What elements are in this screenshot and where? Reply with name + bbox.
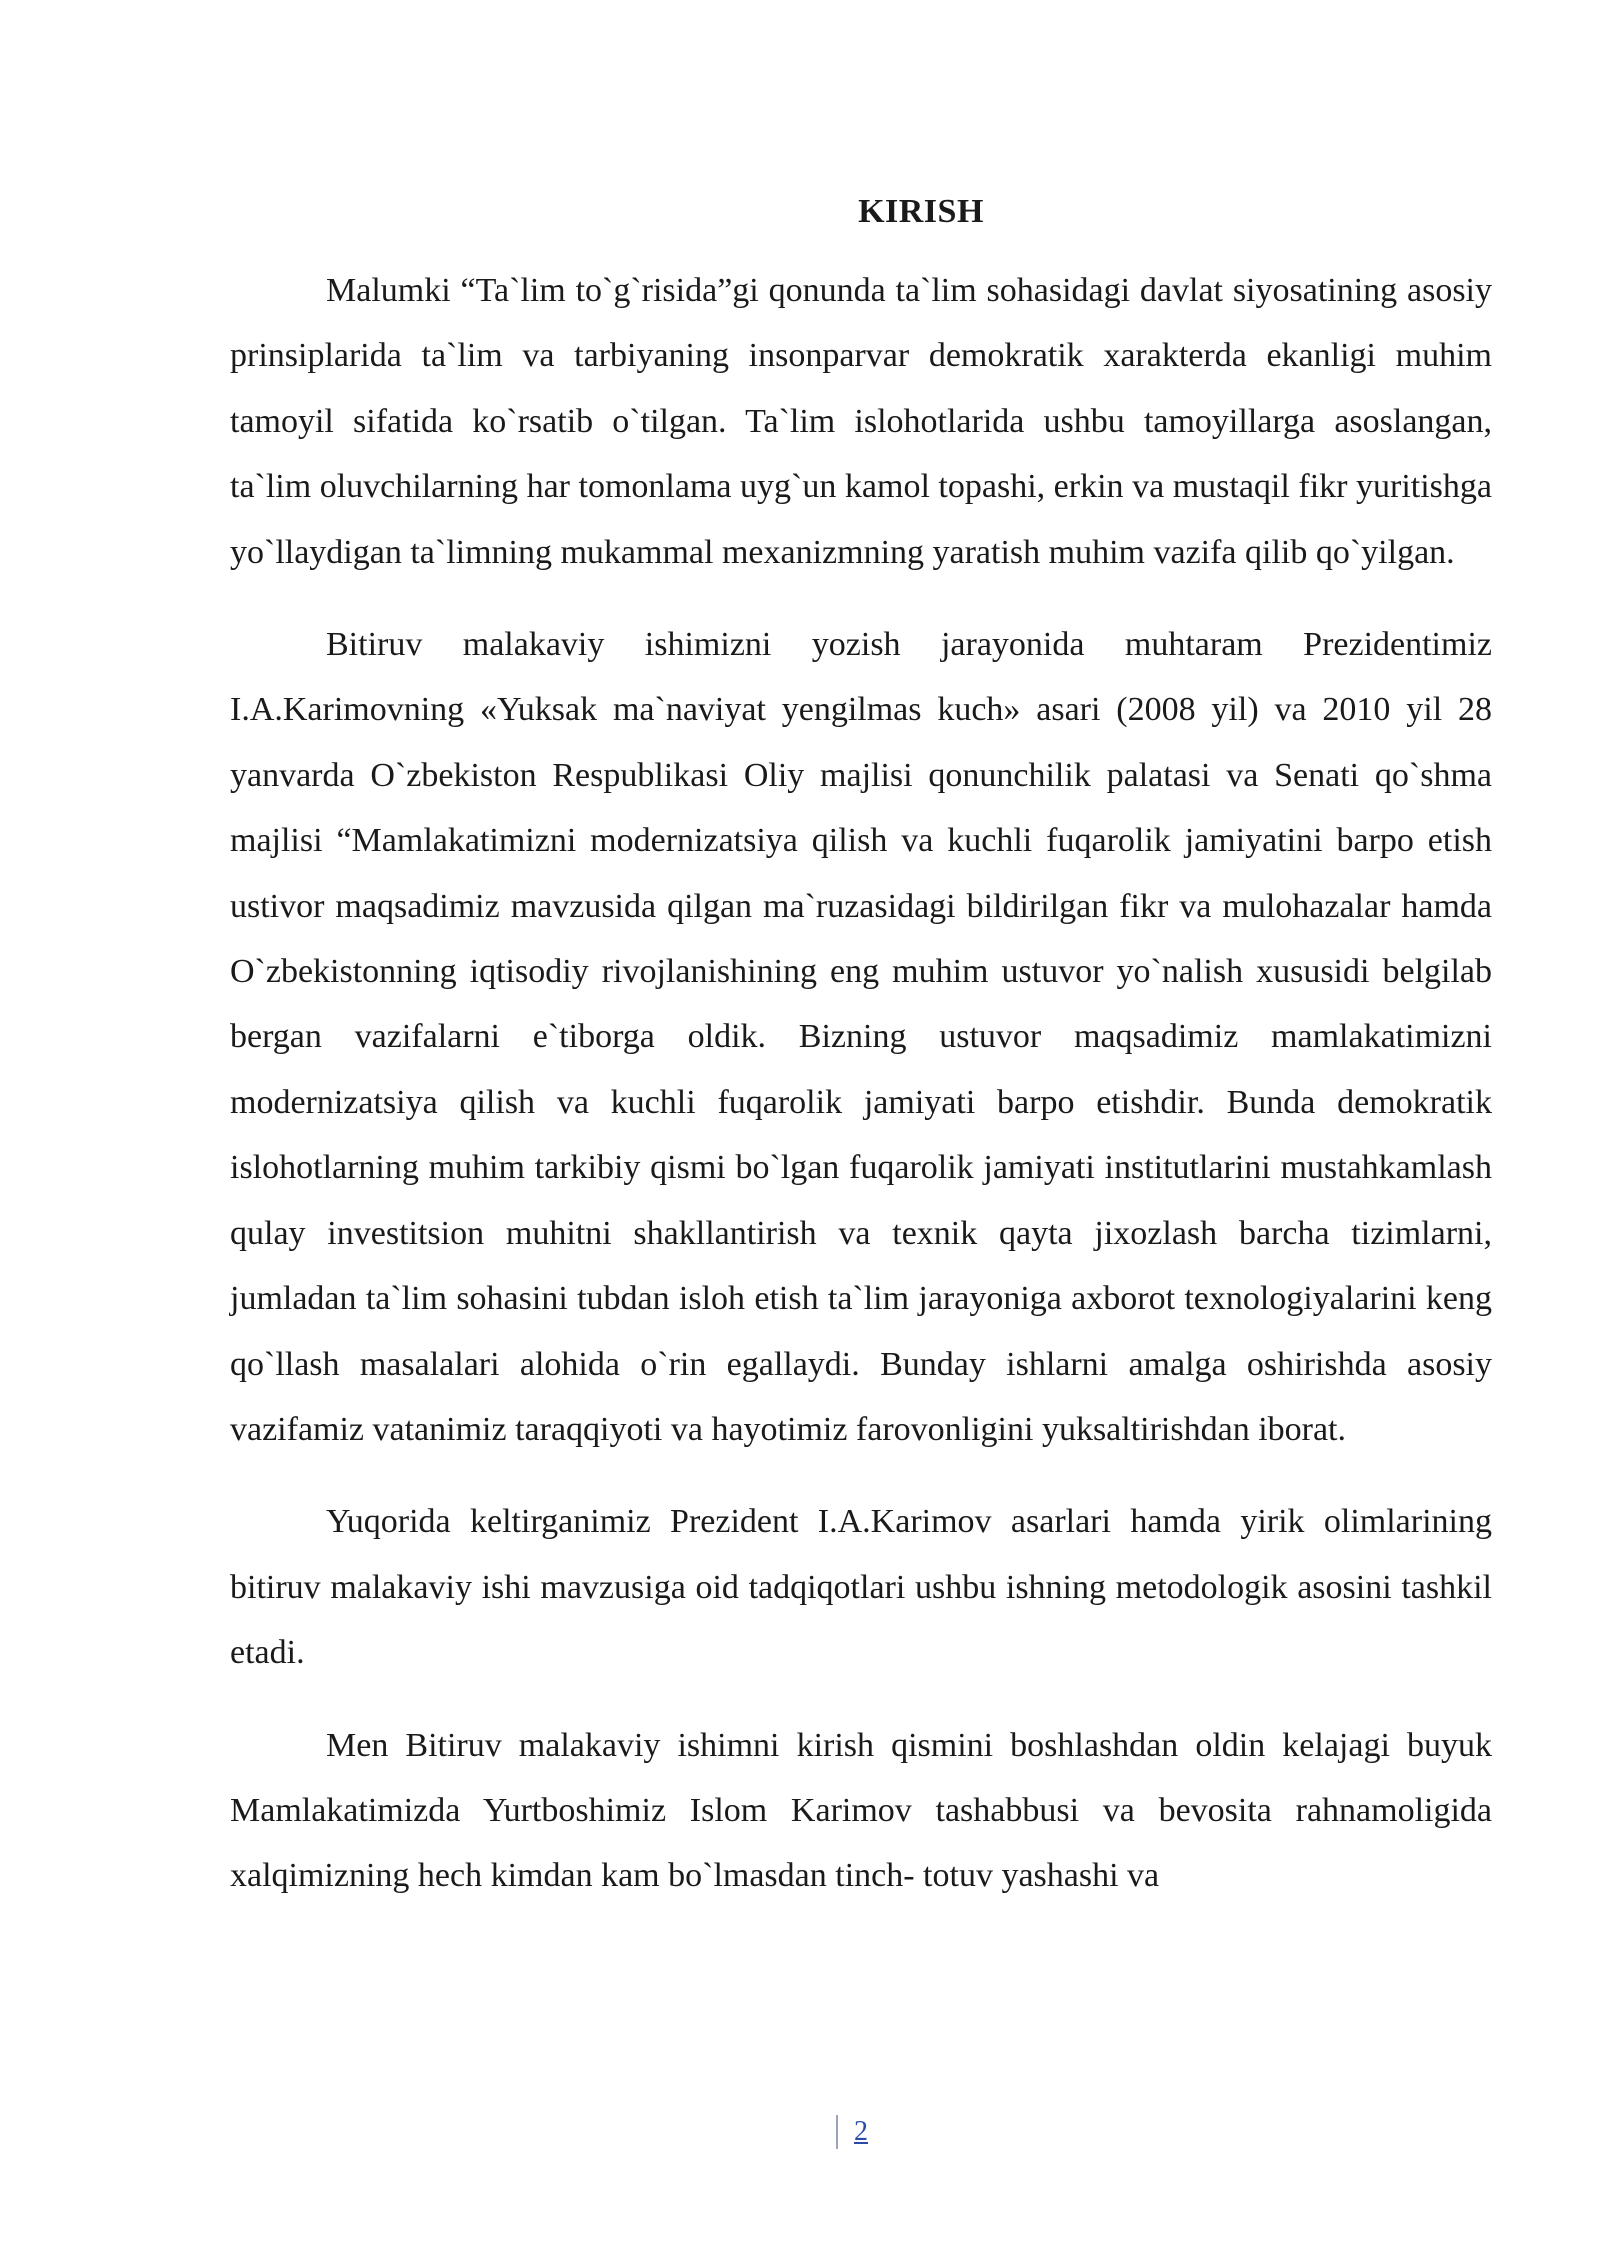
page-content [230, 188, 1492, 1936]
paragraph-2: Bitiruv malakaviy ishimizni yozish jarayonida muhtaram Prezidentimiz I.A.Karimovning «Yuksak ma`naviyat yengilmas kuch» asari (2008 yil) va 2010 yil 28 yanvarda O`zbekiston Respublikasi Oliy majlisi qonunchilik palatasi va Senati qo`shma majlisi “Mamlakatimizni modernizatsiya qilish va kuchli fuqarolik jamiyatini barpo etish ustivor maqsadimiz mavzusida qilgan ma`ruzasidagi bildirilgan fikr va mulohazalar hamda O`zbekistonning iqtisodiy rivojlanishining eng muhim ustuvor yo`nalish xususidi belgilab bergan vazifalarni e`tiborga oldik. Bizning ustuvor maqsadimiz mamlakatimizni modernizatsiya qilish va kuchli fuqarolik jamiyati barpo etishdir. Bunda demokratik islohotlarning muhim tarkibiy qismi bo`lgan fuqarolik jamiyati institutlarini mustahkamlash qulay investitsion muhitni shakllantirish va texnik qayta jixozlash barcha tizimlarni, jumladan ta`lim sohasini tubdan isloh etish ta`lim jarayoniga axborot texnologiyalarini keng qo`llash masalalari alohida o`rin egallaydi. Bunday ishlarni amalga oshirishda asosiy vazifamiz vatanimiz taraqqiyoti va hayotimiz farovonligini yuksaltirishdan iborat. [230, 626, 1492, 1448]
page-footer [836, 2112, 868, 2152]
paragraph-4: Men Bitiruv malakaviy ishimni kirish qismini boshlashdan oldin kelajagi buyuk Mamlakatimizda Yurtboshimiz Islom Karimov tashabbusi va bevosita rahnamoligida xalqimizning hech kimdan kam bo`lmasdan tinch- totuv yashashi va [230, 1726, 1492, 1895]
section-title: KIRISH [858, 193, 984, 230]
footer-divider [836, 2115, 838, 2149]
paragraph-1: Malumki “Ta`lim to`g`risida”gi qonunda ta`lim sohasidagi davlat siyosatining asosiy prinsiplarida ta`lim va tarbiyaning insonparvar demokratik xarakterda ekanligi muhim tamoyil sifatida ko`rsatib o`tilgan. Ta`lim islohotlarida ushbu tamoyillarga asoslangan, ta`lim oluvchilarning har tomonlama uyg`un kamol topashi, erkin va mustaqil fikr yuritishga yo`llaydigan ta`limning mukammal mexanizmning yaratish muhim vazifa qilib qo`yilgan. [230, 272, 1492, 571]
page-number[interactable]: 2 [854, 2116, 868, 2147]
paragraph-3: Yuqorida keltirganimiz Prezident I.A.Karimov asarlari hamda yirik olimlarining bitiruv malakaviy ishi mavzusiga oid tadqiqotlari ushbu ishning metodologik asosini tashkil etadi. [230, 1503, 1492, 1672]
